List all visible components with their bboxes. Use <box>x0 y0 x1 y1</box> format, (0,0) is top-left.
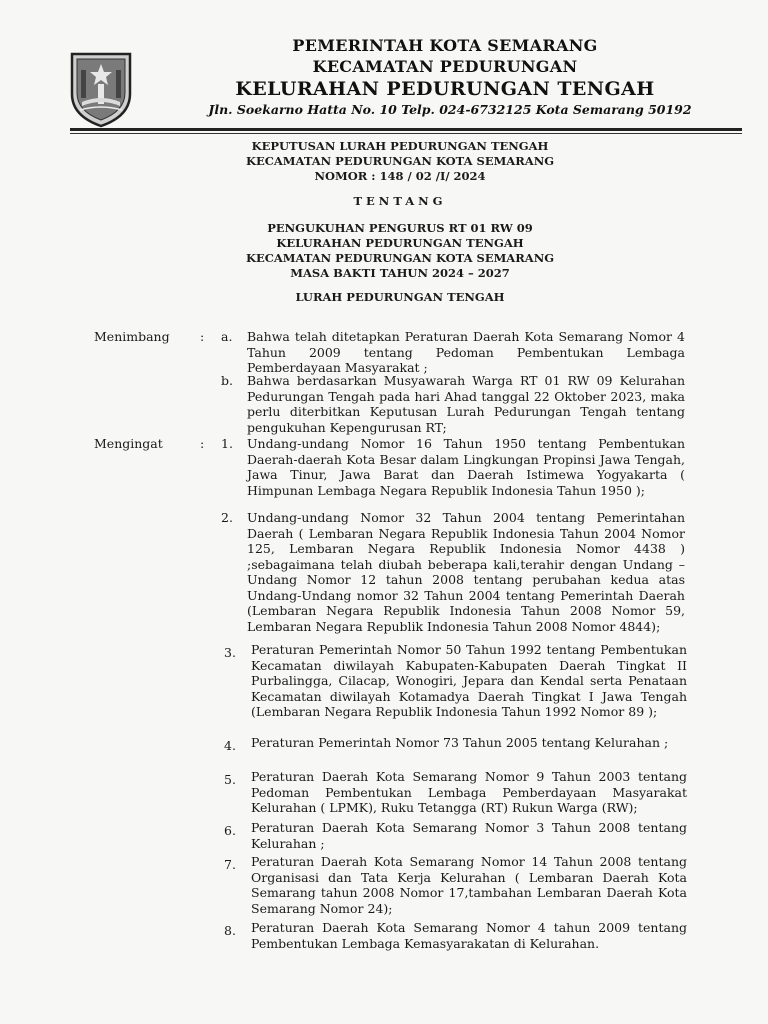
subject-line: PENGUKUHAN PENGURUS RT 01 RW 09 <box>267 221 533 235</box>
menimbang-label: Menimbang <box>94 329 170 344</box>
mengingat-colon: : <box>200 436 205 451</box>
list-marker: 3. <box>224 645 236 660</box>
list-marker: 1. <box>221 436 233 451</box>
list-marker: a. <box>221 329 233 344</box>
list-marker: 8. <box>224 923 236 938</box>
list-marker: 2. <box>221 510 233 525</box>
list-item-text: Peraturan Daerah Kota Semarang Nomor 4 tahun 2009 tentang Pembentukan Lembaga Kemasyarakatan di Kelurahan. <box>251 920 687 951</box>
subject-line: KELURAHAN PEDURUNGAN TENGAH <box>276 236 524 250</box>
subject-line: MASA BAKTI TAHUN 2024 – 2027 <box>290 266 510 280</box>
list-marker: 5. <box>224 772 236 787</box>
tentang-heading: TENTANG <box>353 194 447 208</box>
official-title: LURAH PEDURUNGAN TENGAH <box>295 290 505 304</box>
list-item-text: Undang-undang Nomor 32 Tahun 2004 tentang Pemerintahan Daerah ( Lembaran Negara Republik Indonesia Tahun 2004 Nomor 125, Lembaran Negara Republik Indonesia Nomor 4438 ) ;sebagaimana telah diubah beberapa kali,terahir dengan Undang –Undang Nomor 12 tahun 2008 tentang perubahan kedua atas Undang-Undang nomor 32 Tahun 2004 tentang Pemerintah Daerah (Lembaran Negara Republik Indonesia Tahun 2008 Nomor 59, Lembaran Negara Republik Indonesia Tahun 2008 Nomor 4844); <box>247 510 685 634</box>
decree-district: KECAMATAN PEDURUNGAN KOTA SEMARANG <box>245 154 555 168</box>
letterhead-district: KECAMATAN PEDURUNGAN <box>312 57 578 76</box>
list-marker: 7. <box>224 857 236 872</box>
decree-heading <box>120 139 680 184</box>
subject-heading <box>120 221 680 281</box>
list-item-text: Bahwa telah ditetapkan Peraturan Daerah Kota Semarang Nomor 4 Tahun 2009 tentang Pedoman Pembentukan Lembaga Pemberdayaan Masyarakat ; <box>247 329 685 375</box>
list-item-text: Undang-undang Nomor 16 Tahun 1950 tentang Pembentukan Daerah-daerah Kota Besar dalam Lingkungan Propinsi Jawa Tengah, Jawa Tinur, Jawa Barat dan Daerah Istimewa Yogyakarta ( Himpunan Lembaga Negara Republik Indonesia Tahun 1950 ); <box>247 436 685 498</box>
list-item-text: Peraturan Daerah Kota Semarang Nomor 9 Tahun 2003 tentang Pedoman Pembentukan Lembaga Pemberdayaan Masyarakat Kelurahan ( LPMK), Ruku Tetangga (RT) Rukun Warga (RW); <box>251 769 687 815</box>
menimbang-colon: : <box>200 329 205 344</box>
list-item-text: Peraturan Pemerintah Nomor 73 Tahun 2005 tentang Kelurahan ; <box>251 735 669 750</box>
list-marker: 6. <box>224 823 236 838</box>
letterhead-rule-thin <box>70 133 742 134</box>
letterhead-address: Jln. Soekarno Hatta No. 10 Telp. 024-6732125 Kota Semarang 50192 <box>208 102 692 117</box>
decree-number: NOMOR : 148 / 02 /I/ 2024 <box>314 169 486 183</box>
list-marker: b. <box>221 373 233 388</box>
list-item-text: Peraturan Pemerintah Nomor 50 Tahun 1992 tentang Pembentukan Kecamatan diwilayah Kabupaten-Kabupaten Daerah Tingkat II Purbalingga, Cilacap, Wonogiri, Jepara dan Kendal serta Penataan Kecamatan diwilayah Kotamadya Daerah Tingkat I Jawa Tengah (Lembaran Negara Republik Indonesia Tahun 1992 Nomor 89 ); <box>251 642 687 719</box>
letterhead-rule-thick <box>70 128 742 131</box>
letterhead-government: PEMERINTAH KOTA SEMARANG <box>292 36 598 55</box>
decree-title: KEPUTUSAN LURAH PEDURUNGAN TENGAH <box>251 139 549 153</box>
letterhead-subdistrict: KELURAHAN PEDURUNGAN TENGAH <box>235 78 655 100</box>
subject-line: KECAMATAN PEDURUNGAN KOTA SEMARANG <box>245 251 555 265</box>
list-item-text: Peraturan Daerah Kota Semarang Nomor 14 Tahun 2008 tentang Organisasi dan Tata Kerja Kelurahan ( Lembaran Daerah Kota Semarang tahun 2008 Nomor 17,tambahan Lembaran Daerah Kota Semarang Nomor 24); <box>251 854 687 916</box>
mengingat-label: Mengingat <box>94 436 163 451</box>
list-item-text: Peraturan Daerah Kota Semarang Nomor 3 Tahun 2008 tentang Kelurahan ; <box>251 820 687 851</box>
list-marker: 4. <box>224 738 236 753</box>
semarang-coat-of-arms-icon <box>68 50 134 128</box>
list-item-text: Bahwa berdasarkan Musyawarah Warga RT 01 RW 09 Kelurahan Pedurungan Tengah pada hari Ahad tanggal 22 Oktober 2023, maka perlu diterbitkan Keputusan Lurah Pedurungan Tengah tentang pengukuhan Kepengurusan RT; <box>247 373 685 435</box>
